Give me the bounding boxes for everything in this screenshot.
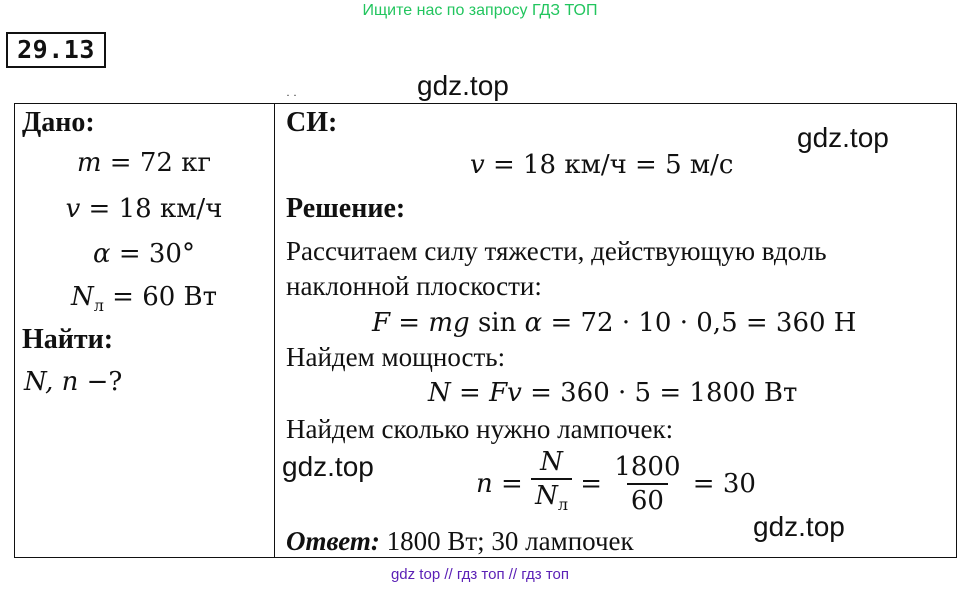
si-title: СИ:	[286, 107, 338, 138]
formula-power: N = Fv = 360 · 5 = 1800 Вт	[428, 378, 798, 408]
footer-links[interactable]: gdz top // гдз топ // гдз топ	[390, 566, 570, 583]
solution-text-3: Найдем мощность:	[286, 342, 506, 372]
find-title: Найти:	[22, 324, 114, 355]
formula-force: F = mg sin α = 72 · 10 · 0,5 = 360 Н	[372, 308, 857, 338]
column-divider	[274, 103, 275, 558]
find-values: N, n −?	[24, 367, 123, 397]
given-mass: m = 72 кг	[76, 148, 212, 178]
given-angle: α = 30°	[93, 239, 195, 269]
given-speed: v = 18 км/ч	[65, 194, 223, 224]
watermark: gdz.top	[282, 451, 374, 482]
given-lamp-power: $N_л = 60$ Вт	[70, 282, 218, 316]
answer-line: Ответ: 1800 Вт; 30 лампочек	[286, 526, 634, 556]
solution-title: Решение:	[286, 193, 406, 224]
solution-text-4: Найдем сколько нужно лампочек:	[286, 414, 674, 444]
solution-text-1: Рассчитаем силу тяжести, действующую вдоль	[286, 236, 827, 266]
top-banner[interactable]: Ищите нас по запросу ГДЗ ТОП	[362, 2, 598, 19]
fraction-n: $\frac{N}{N_л}$	[531, 446, 572, 521]
si-speed: v = 18 км/ч = 5 м/с	[470, 150, 734, 180]
given-title: Дано:	[22, 107, 95, 138]
watermark: gdz.top	[797, 122, 889, 153]
solution-text-2: наклонной плоскости:	[286, 271, 542, 301]
watermark: gdz.top	[753, 511, 845, 542]
fraction-values: $\frac{1800}{60}$	[614, 451, 681, 516]
watermark: gdz.top	[417, 70, 509, 101]
scan-artifact: · ·	[286, 88, 297, 102]
formula-lamps: n = $\frac{N}{N_л}$ = $\frac{1800}{60}$ = 30	[476, 446, 756, 521]
task-number: 29.13	[6, 32, 106, 68]
